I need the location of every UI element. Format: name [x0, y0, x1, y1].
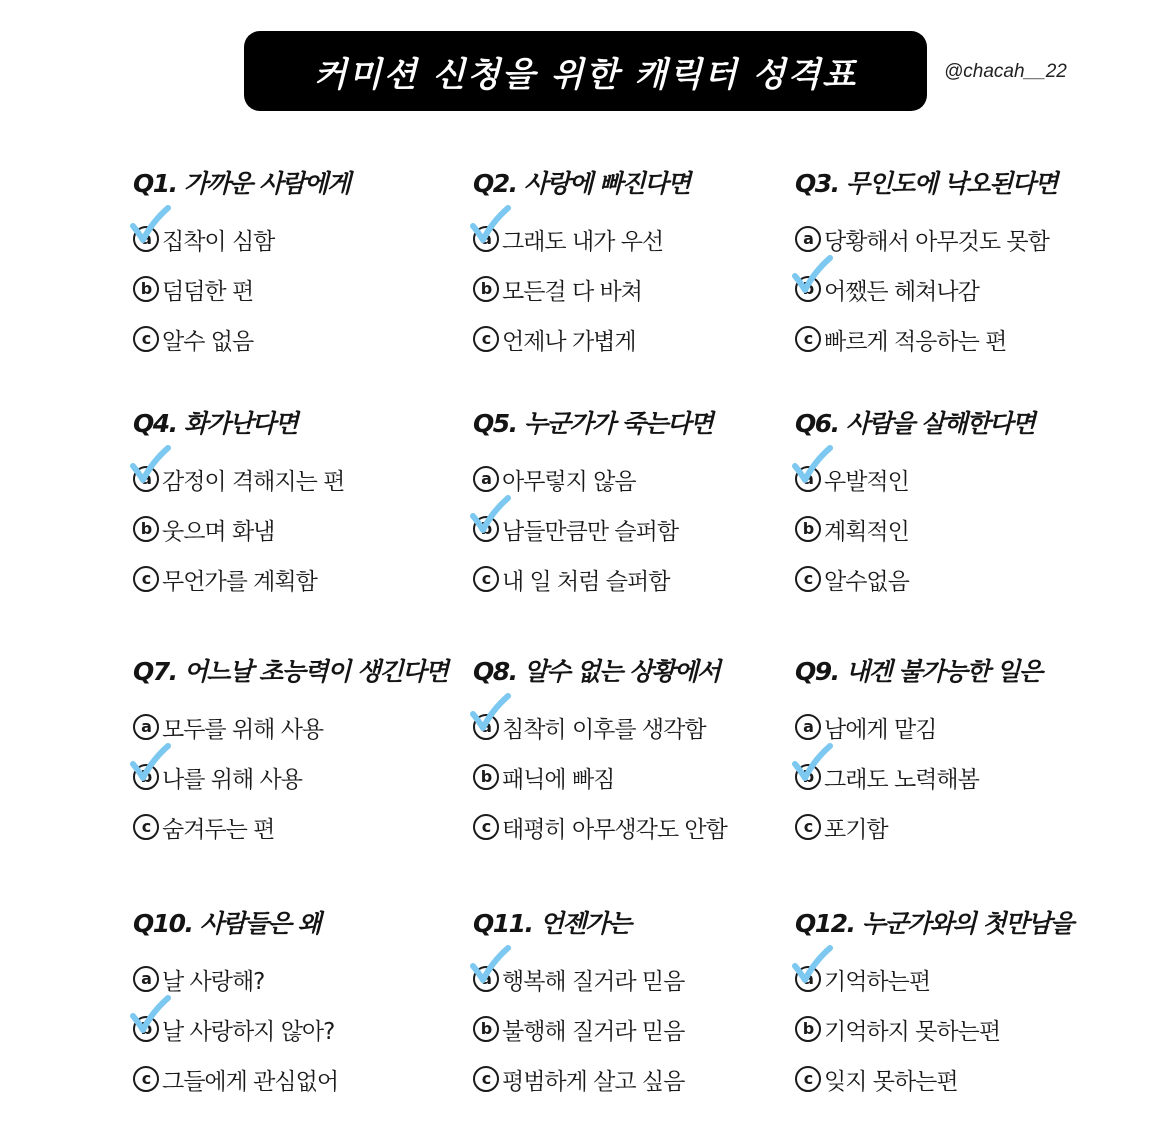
answer-option[interactable]: [473, 1004, 813, 1054]
option-label: 빠르게 적응하는 편: [824, 328, 1007, 355]
answer-option[interactable]: [795, 802, 1135, 852]
question-title: Q3. 무인도에 낙오된다면: [795, 169, 1057, 198]
question-title: Q7. 어느날 초능력이 생긴다면: [133, 657, 448, 686]
question-block: [473, 906, 813, 1104]
option-label: 그래도 내가 우선: [502, 228, 664, 255]
question-block: [473, 654, 813, 852]
answer-option[interactable]: [133, 1054, 473, 1104]
option-label: 숨겨두는 편: [162, 816, 275, 843]
option-marker: a: [133, 466, 159, 492]
option-marker: a: [473, 226, 499, 252]
option-label: 언제나 가볍게: [502, 328, 636, 355]
option-label: 웃으며 화냄: [162, 518, 275, 545]
option-marker: a: [795, 966, 821, 992]
option-label: 우발적인: [824, 468, 909, 495]
answer-option[interactable]: [795, 554, 1135, 604]
author-handle: @chacah__22: [944, 61, 1067, 82]
option-marker: a: [473, 466, 499, 492]
question-title: Q5. 누군가가 죽는다면: [473, 409, 713, 438]
option-label: 어쨌든 헤쳐나감: [824, 278, 979, 305]
option-marker: a: [473, 714, 499, 740]
question-block: [133, 166, 473, 364]
answer-option[interactable]: [473, 554, 813, 604]
question-block: [795, 906, 1135, 1104]
answer-option[interactable]: [133, 1004, 473, 1054]
question-title: Q6. 사람을 살해한다면: [795, 409, 1035, 438]
question-title: Q12. 누군가와의 첫만남을: [795, 909, 1073, 938]
answer-option[interactable]: [133, 752, 473, 802]
option-marker: b: [795, 276, 821, 302]
answer-option[interactable]: [795, 954, 1135, 1004]
answer-option[interactable]: [473, 504, 813, 554]
option-label: 내 일 처럼 슬퍼함: [502, 568, 670, 595]
option-label: 무언가를 계획함: [162, 568, 317, 595]
option-label: 평범하게 살고 싶음: [502, 1068, 685, 1095]
option-marker: c: [133, 814, 159, 840]
option-marker: a: [133, 714, 159, 740]
answer-option[interactable]: [795, 454, 1135, 504]
question-title: Q10. 사람들은 왜: [133, 909, 321, 938]
option-marker: c: [795, 566, 821, 592]
option-label: 모든걸 다 바쳐: [502, 278, 642, 305]
title-banner: [244, 31, 927, 111]
question-title: Q9. 내겐 불가능한 일은: [795, 657, 1042, 686]
option-label: 남에게 맡김: [824, 716, 937, 743]
answer-option[interactable]: [473, 802, 813, 852]
option-marker: b: [473, 516, 499, 542]
option-marker: a: [473, 966, 499, 992]
option-label: 당황해서 아무것도 못함: [824, 228, 1049, 255]
page-title: 커미션 신청을 위한 캐릭터 성격표: [313, 54, 858, 95]
question-block: [133, 406, 473, 604]
question-title: Q2. 사랑에 빠진다면: [473, 169, 690, 198]
option-marker: c: [473, 814, 499, 840]
question-block: [795, 654, 1135, 852]
option-label: 남들만큼만 슬퍼함: [502, 518, 679, 545]
option-marker: a: [795, 226, 821, 252]
question-block: [473, 166, 813, 364]
option-marker: c: [133, 566, 159, 592]
option-label: 날 사랑해?: [162, 968, 265, 995]
answer-option[interactable]: [795, 752, 1135, 802]
option-label: 알수 없음: [162, 328, 254, 355]
option-label: 나를 위해 사용: [162, 766, 302, 793]
option-marker: b: [133, 764, 159, 790]
answer-option[interactable]: [133, 214, 473, 264]
question-title: Q1. 가까운 사람에게: [133, 169, 350, 198]
option-marker: c: [473, 566, 499, 592]
option-marker: b: [473, 1016, 499, 1042]
option-label: 날 사랑하지 않아?: [162, 1018, 335, 1045]
question-title: Q11. 언젠가는: [473, 909, 631, 938]
option-marker: a: [133, 966, 159, 992]
option-label: 포기함: [824, 816, 888, 843]
option-marker: b: [473, 764, 499, 790]
answer-option[interactable]: [795, 1054, 1135, 1104]
answer-option[interactable]: [133, 264, 473, 314]
answer-option[interactable]: [795, 504, 1135, 554]
option-marker: c: [473, 1066, 499, 1092]
option-marker: b: [473, 276, 499, 302]
option-marker: c: [133, 1066, 159, 1092]
answer-option[interactable]: [795, 214, 1135, 264]
answer-option[interactable]: [473, 702, 813, 752]
question-block: [795, 166, 1135, 364]
answer-option[interactable]: [473, 752, 813, 802]
answer-option[interactable]: [133, 554, 473, 604]
answer-option[interactable]: [795, 702, 1135, 752]
option-marker: b: [133, 276, 159, 302]
option-label: 아무렇지 않음: [502, 468, 636, 495]
question-block: [795, 406, 1135, 604]
option-marker: b: [795, 764, 821, 790]
answer-option[interactable]: [795, 1004, 1135, 1054]
answer-option[interactable]: [473, 954, 813, 1004]
option-marker: c: [795, 814, 821, 840]
option-label: 알수없음: [824, 568, 909, 595]
option-label: 계획적인: [824, 518, 909, 545]
option-marker: c: [795, 326, 821, 352]
option-marker: b: [795, 1016, 821, 1042]
option-label: 기억하지 못하는편: [824, 1018, 1001, 1045]
answer-option[interactable]: [795, 314, 1135, 364]
option-label: 그래도 노력해봄: [824, 766, 979, 793]
answer-option[interactable]: [473, 454, 813, 504]
option-marker: a: [795, 466, 821, 492]
answer-option[interactable]: [133, 954, 473, 1004]
option-marker: a: [133, 226, 159, 252]
option-marker: c: [473, 326, 499, 352]
option-label: 집착이 심함: [162, 228, 275, 255]
option-label: 모두를 위해 사용: [162, 716, 324, 743]
option-label: 그들에게 관심없어: [162, 1068, 339, 1095]
answer-option[interactable]: [133, 702, 473, 752]
answer-option[interactable]: [133, 454, 473, 504]
question-title: Q8. 알수 없는 상황에서: [473, 657, 720, 686]
answer-option[interactable]: [473, 314, 813, 364]
option-marker: c: [795, 1066, 821, 1092]
question-block: [133, 906, 473, 1104]
option-label: 기억하는편: [824, 968, 931, 995]
option-label: 불행해 질거라 믿음: [502, 1018, 685, 1045]
option-marker: b: [133, 1016, 159, 1042]
answer-option[interactable]: [795, 264, 1135, 314]
option-label: 태평히 아무생각도 안함: [502, 816, 727, 843]
question-block: [473, 406, 813, 604]
option-label: 침착히 이후를 생각함: [502, 716, 706, 743]
answer-option[interactable]: [133, 802, 473, 852]
option-marker: b: [133, 516, 159, 542]
question-title: Q4. 화가난다면: [133, 409, 298, 438]
option-label: 덤덤한 편: [162, 278, 254, 305]
option-marker: a: [795, 714, 821, 740]
answer-option[interactable]: [133, 314, 473, 364]
answer-option[interactable]: [473, 1054, 813, 1104]
option-label: 행복해 질거라 믿음: [502, 968, 685, 995]
answer-option[interactable]: [473, 214, 813, 264]
option-label: 패닉에 빠짐: [502, 766, 615, 793]
answer-option[interactable]: [473, 264, 813, 314]
option-label: 감정이 격해지는 편: [162, 468, 345, 495]
option-marker: c: [133, 326, 159, 352]
question-block: [133, 654, 473, 852]
option-label: 잊지 못하는편: [824, 1068, 958, 1095]
answer-option[interactable]: [133, 504, 473, 554]
option-marker: b: [795, 516, 821, 542]
